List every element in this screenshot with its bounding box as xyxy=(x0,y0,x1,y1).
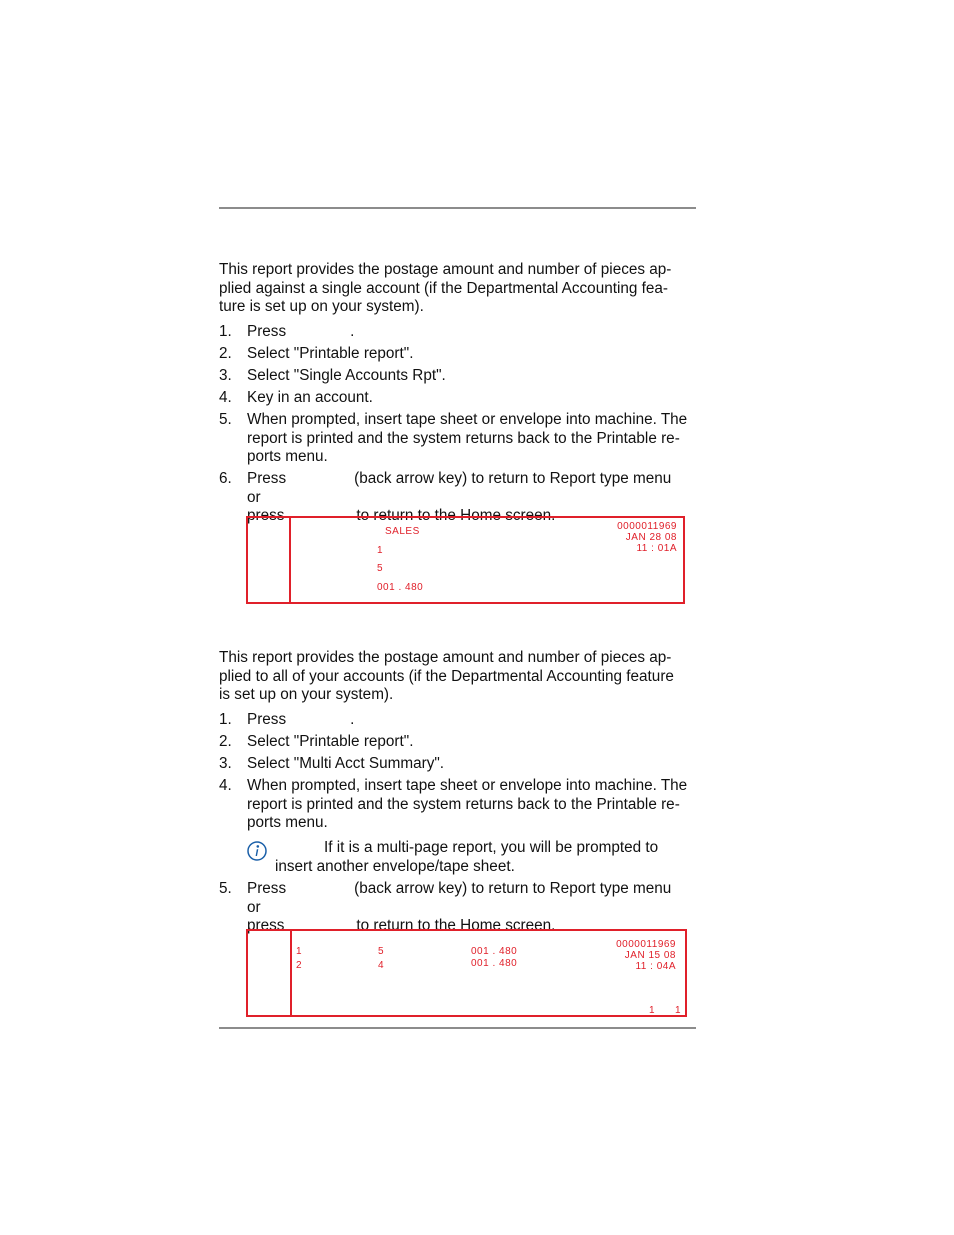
tape-page-number: 1 xyxy=(649,1005,656,1016)
step-text: Press . xyxy=(247,323,355,340)
tape-serial: 0000011969 xyxy=(616,939,676,950)
step-text: Select "Printable report". xyxy=(247,345,414,362)
tape-date: JAN 28 08 xyxy=(625,532,677,543)
tape-row-2-pieces: 4 xyxy=(378,960,385,971)
step-text: When prompted, insert tape sheet or envelope into machine. The report is printed and the system returns back to the Printable reports menu. xyxy=(247,411,688,466)
tape-serial: 0000011969 xyxy=(617,521,677,532)
step-text: Select "Multi Acct Summary". xyxy=(247,755,445,772)
note-text: If it is a multi-page report, you will be prompted to insert another envelope/tape sheet. xyxy=(275,839,659,875)
tape-row-1-account: 1 xyxy=(296,946,303,957)
tape-row-1-pieces: 5 xyxy=(378,946,385,957)
step-text: When prompted, insert tape sheet or envelope into machine. The report is printed and the system returns back to the Printable reports menu. xyxy=(247,777,688,832)
step-number: 1. xyxy=(219,323,232,340)
section1-intro: This report provides the postage amount and number of pieces applied against a single account (if the Departmental Accounting feature is set up on your system). xyxy=(219,261,672,316)
tape-account: 1 xyxy=(377,545,384,556)
section2-intro: This report provides the postage amount and number of pieces applied to all of your accounts (if the Departmental Accounting feature is set up on your system). xyxy=(219,649,674,704)
step-number: 5. xyxy=(219,880,232,897)
step-number: 1. xyxy=(219,711,232,728)
step-text: Key in an account. xyxy=(247,389,373,406)
tape-pieces: 5 xyxy=(377,563,384,574)
info-icon xyxy=(247,841,267,861)
step-number: 4. xyxy=(219,777,232,794)
step-number: 6. xyxy=(219,470,232,487)
step-number: 4. xyxy=(219,389,232,406)
step-text: Press . xyxy=(247,711,355,728)
single-account-report-sample xyxy=(246,516,685,604)
footer-rule xyxy=(219,1027,696,1029)
tape-time: 11 : 01A xyxy=(636,543,677,554)
tape-row-2-amount: 001 . 480 xyxy=(471,958,518,969)
step-number: 2. xyxy=(219,345,232,362)
tape-page-total: 1 xyxy=(675,1005,682,1016)
tape-divider xyxy=(290,931,292,1015)
tape-title: SALES xyxy=(385,526,420,537)
step-number: 2. xyxy=(219,733,232,750)
step-text: Select "Printable report". xyxy=(247,733,414,750)
tape-divider xyxy=(289,518,291,602)
step-text: Press (back arrow key) to return to Report type menu or press to return to the Home screen. xyxy=(247,880,672,935)
step-number: 3. xyxy=(219,755,232,772)
step-number: 3. xyxy=(219,367,232,384)
multi-account-report-sample xyxy=(246,929,687,1017)
tape-time: 11 : 04A xyxy=(635,961,676,972)
tape-date: JAN 15 08 xyxy=(624,950,676,961)
tape-amount: 001 . 480 xyxy=(377,582,424,593)
step-text: Press (back arrow key) to return to Report type menu or press to return to the Home screen. xyxy=(247,470,672,525)
tape-row-2-account: 2 xyxy=(296,960,303,971)
tape-row-1-amount: 001 . 480 xyxy=(471,946,518,957)
step-number: 5. xyxy=(219,411,232,428)
header-rule xyxy=(219,207,696,209)
step-text: Select "Single Accounts Rpt". xyxy=(247,367,446,384)
